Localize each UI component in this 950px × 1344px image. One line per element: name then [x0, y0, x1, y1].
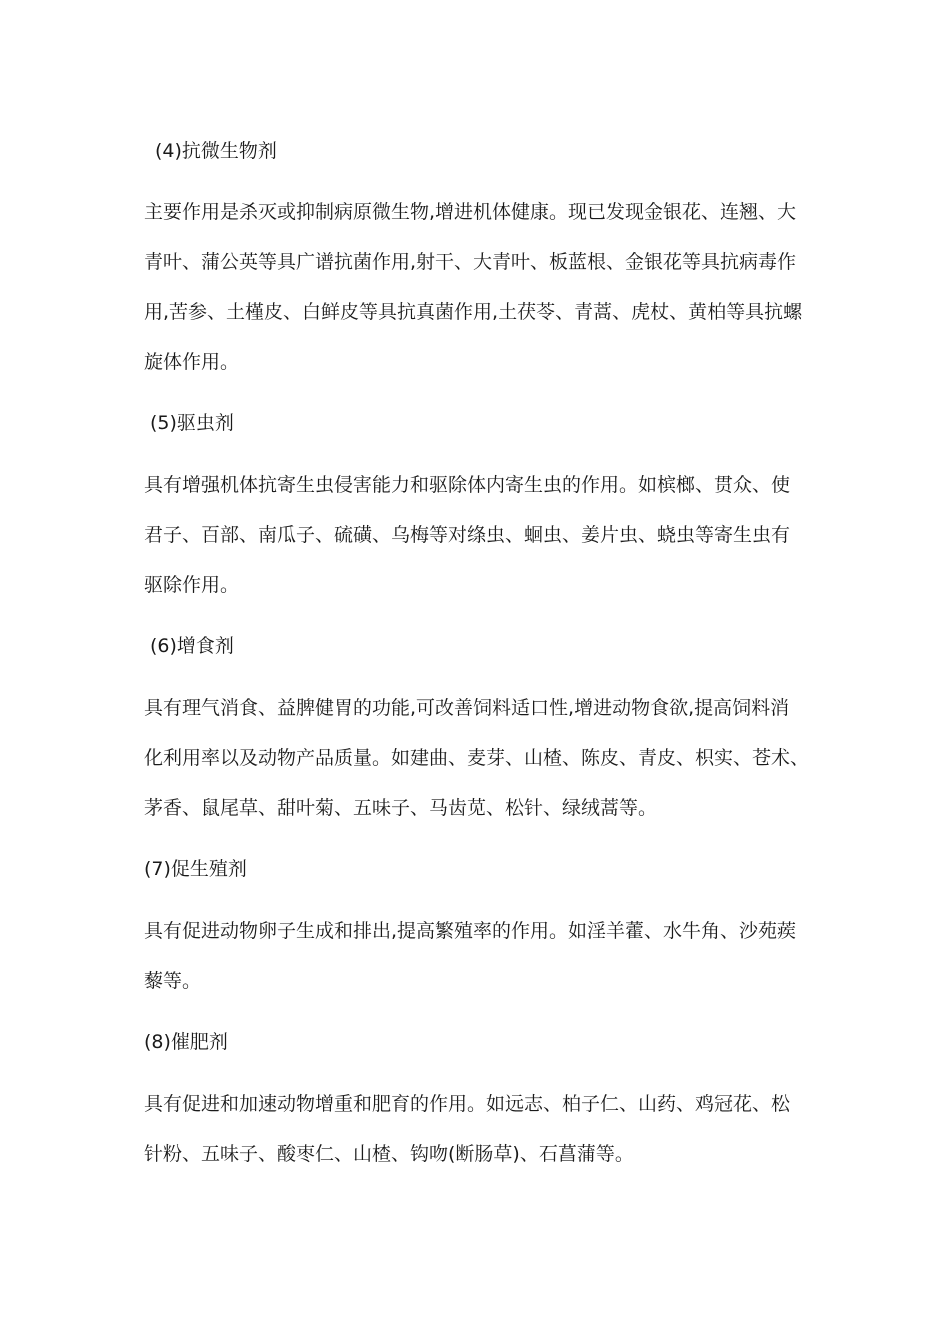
- section-heading-6: (6)增食剂: [150, 635, 234, 657]
- text-line: 具有理气消食、益脾健胃的功能,可改善饲料适口性,增进动物食欲,提高饲料消: [144, 697, 790, 719]
- text-line: 主要作用是杀灭或抑制病原微生物,增进机体健康。现已发现金银花、连翘、大: [144, 201, 797, 223]
- text-line: 具有促进动物卵子生成和排出,提高繁殖率的作用。如淫羊藿、水牛角、沙苑蒺: [144, 920, 797, 942]
- text-line: 化利用率以及动物产品质量。如建曲、麦芽、山楂、陈皮、青皮、枳实、苍术、: [144, 747, 810, 769]
- text-line: 针粉、五味子、酸枣仁、山楂、钩吻(断肠草)、石菖蒲等。: [144, 1143, 634, 1165]
- section-heading-5: (5)驱虫剂: [150, 412, 234, 434]
- section-body-7: [144, 906, 824, 1006]
- text-line: 具有增强机体抗寄生虫侵害能力和驱除体内寄生虫的作用。如槟榔、贯众、使: [144, 474, 791, 496]
- section-body-8: [144, 1079, 824, 1179]
- text-line: 驱除作用。: [144, 574, 240, 596]
- section-body-5: [144, 460, 824, 610]
- text-line: 用,苦参、土槿皮、白鲜皮等具抗真菌作用,土茯苓、青蒿、虎杖、黄柏等具抗螺: [144, 301, 803, 323]
- section-body-6: [144, 683, 824, 833]
- section-heading-7: (7)促生殖剂: [144, 858, 247, 880]
- text-line: 藜等。: [144, 970, 202, 992]
- text-line: 具有促进和加速动物增重和肥育的作用。如远志、柏子仁、山药、鸡冠花、松: [144, 1093, 791, 1115]
- text-line: 茅香、鼠尾草、甜叶菊、五味子、马齿苋、松针、绿绒蒿等。: [144, 797, 658, 819]
- text-line: 君子、百部、南瓜子、硫磺、乌梅等对绦虫、蛔虫、姜片虫、蛲虫等寄生虫有: [144, 524, 791, 546]
- section-heading-4: (4)抗微生物剂: [155, 140, 277, 162]
- section-heading-8: (8)催肥剂: [144, 1031, 228, 1053]
- section-body-4: [144, 187, 824, 387]
- text-line: 旋体作用。: [144, 351, 240, 373]
- text-line: 青叶、蒲公英等具广谱抗菌作用,射干、大青叶、板蓝根、金银花等具抗病毒作: [144, 251, 797, 273]
